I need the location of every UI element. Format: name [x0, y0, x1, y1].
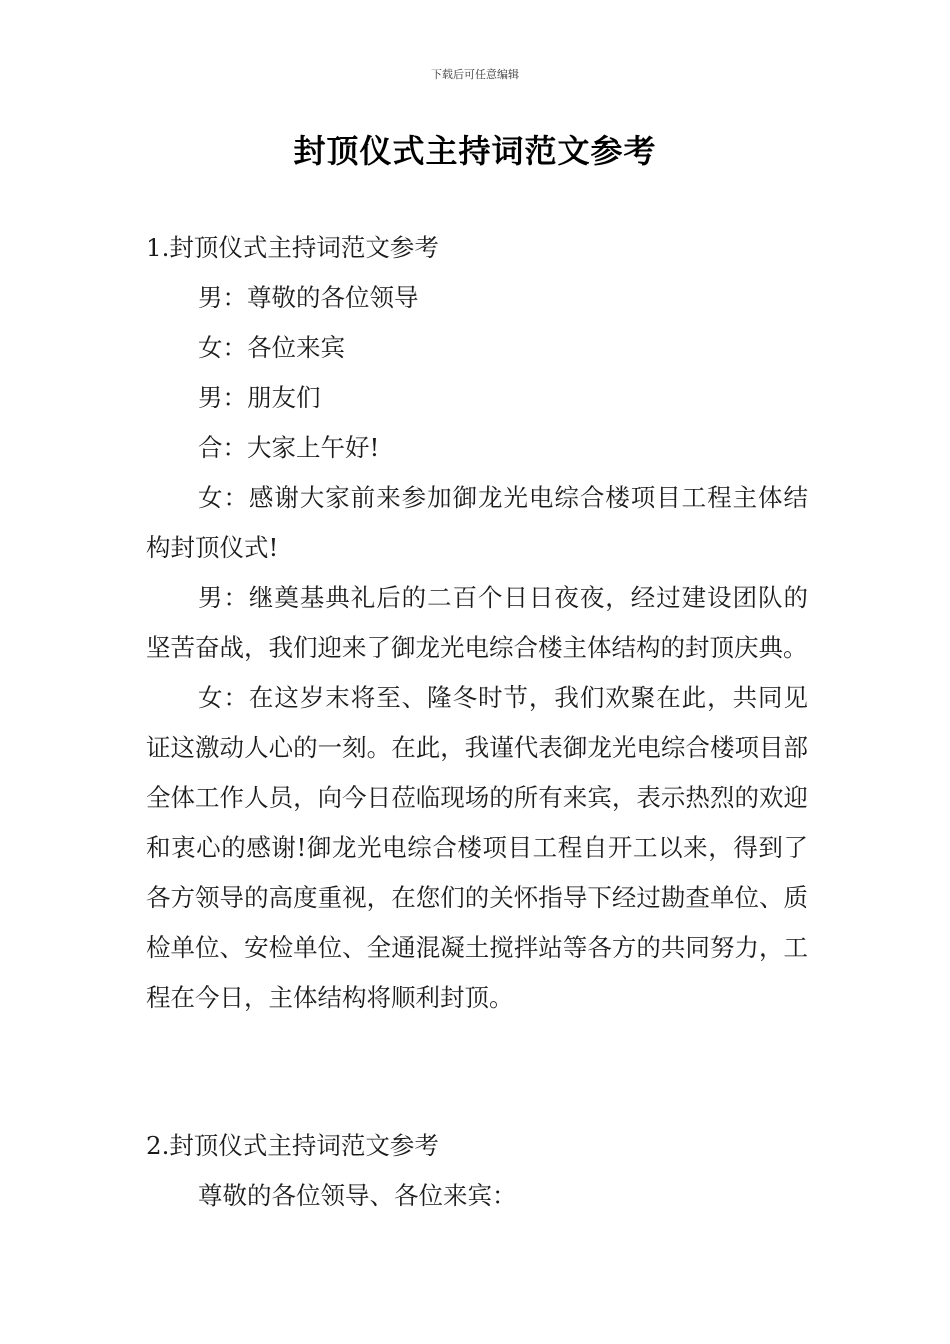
section-1 [146, 223, 808, 1023]
section-2-heading: 2.封顶仪式主持词范文参考 [146, 1131, 439, 1160]
paragraph: 男：继奠基典礼后的二百个日日夜夜，经过建设团队的坚苦奋战，我们迎来了御龙光电综合楼主体结构的封顶庆典。 [146, 583, 808, 662]
section-1-heading: 1.封顶仪式主持词范文参考 [146, 233, 439, 262]
paragraph: 女：感谢大家前来参加御龙光电综合楼项目工程主体结构封顶仪式! [146, 483, 808, 562]
header-note: 下载后可任意编辑 [431, 68, 519, 81]
paragraph: 女：在这岁末将至、隆冬时节，我们欢聚在此，共同见证这激动人心的一刻。在此，我谨代表御龙光电综合楼项目部全体工作人员，向今日莅临现场的所有来宾，表示热烈的欢迎和衷心的感谢!御龙光电综合楼项目工程自开工以来，得到了各方领导的高度重视，在您们的关怀指导下经过勘查单位、质检单位、安检单位、全通混凝土搅拌站等各方的共同努力，工程在今日，主体结构将顺利封顶。 [146, 683, 808, 1012]
paragraph: 尊敬的各位领导、各位来宾： [198, 1181, 517, 1210]
paragraph: 男：朋友们 [198, 383, 321, 412]
paragraph: 合：大家上午好! [198, 433, 380, 462]
paragraph: 女：各位来宾 [198, 333, 345, 362]
document-title: 封顶仪式主持词范文参考 [293, 132, 657, 170]
paragraph: 男：尊敬的各位领导 [198, 283, 419, 312]
section-2 [146, 1121, 808, 1221]
